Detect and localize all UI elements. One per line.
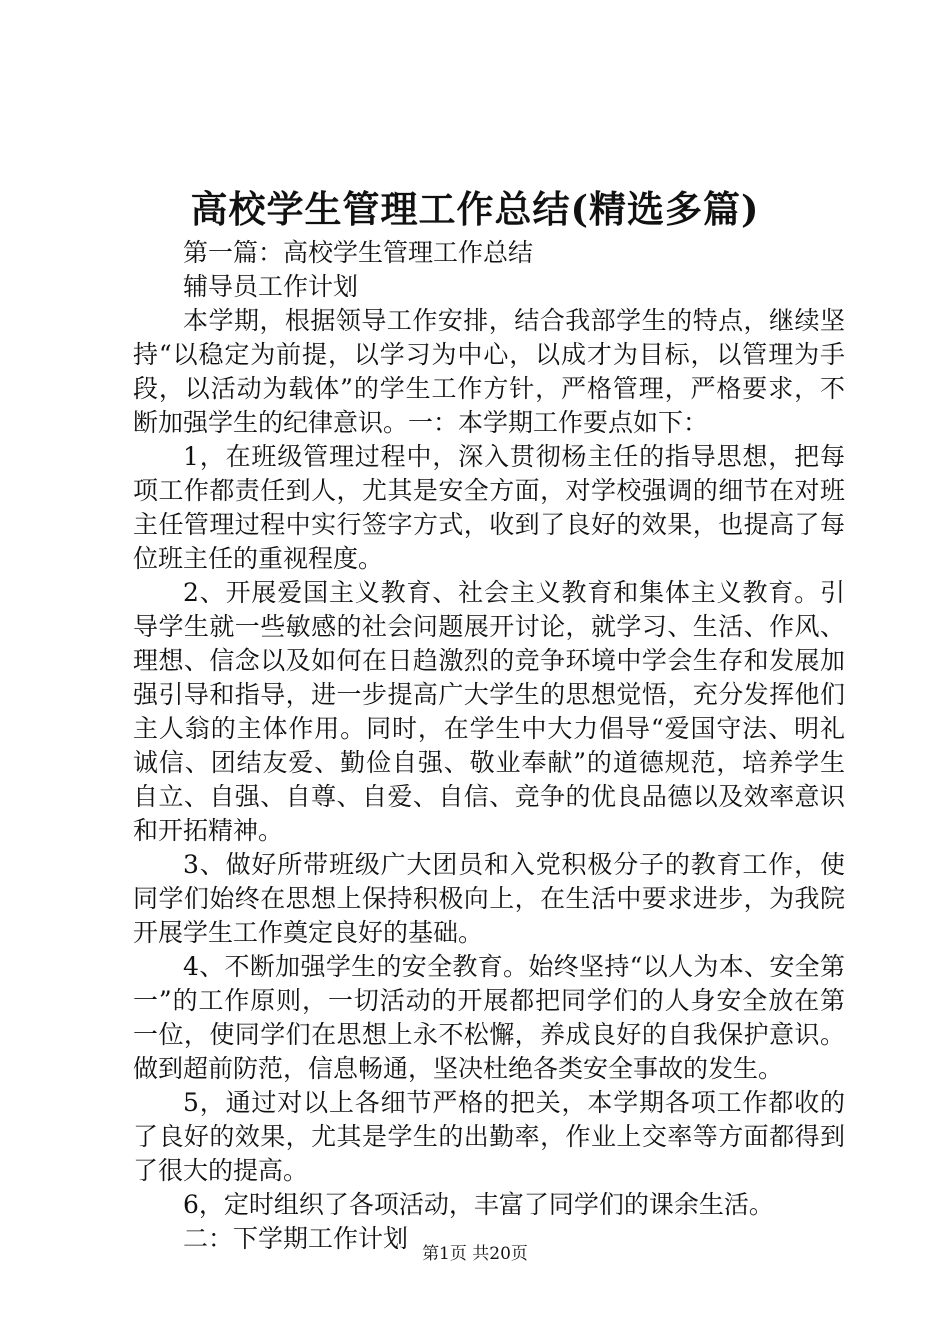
page-footer: 第1页 共20页 <box>422 1244 528 1264</box>
paragraph-item-5: 5，通过对以上各细节严格的把关，本学期各项工作都收的了良好的效果，尤其是学生的出勤率，作业上交率等方面都得到了很大的提高。 <box>133 1088 845 1185</box>
paragraph-next-plan-heading: 二：下学期工作计划 <box>183 1224 409 1253</box>
paragraph-subheading: 辅导员工作计划 <box>183 272 359 301</box>
paragraph-item-3: 3、做好所带班级广大团员和入党积极分子的教育工作，使同学们始终在思想上保持积极向上，在生活中要求进步，为我院开展学生工作奠定良好的基础。 <box>133 850 845 947</box>
paragraph-item-4: 4、不断加强学生的安全教育。始终坚持“以人为本、安全第一”的工作原则，一切活动的开展都把同学们的人身安全放在第一位，使同学们在思想上永不松懈，养成良好的自我保护意识。做到超前防范，信息畅通，坚决杜绝各类安全事故的发生。 <box>133 952 845 1083</box>
document-title: 高校学生管理工作总结(精选多篇) <box>190 187 760 231</box>
paragraph-item-1: 1，在班级管理过程中，深入贯彻杨主任的指导思想，把每项工作都责任到人，尤其是安全方面，对学校强调的细节在对班主任管理过程中实行签字方式，收到了良好的效果，也提高了每位班主任的重视程度。 <box>133 442 845 573</box>
paragraph-intro: 本学期，根据领导工作安排，结合我部学生的特点，继续坚持“以稳定为前提，以学习为中心，以成才为目标，以管理为手段，以活动为载体”的学生工作方针，严格管理，严格要求，不断加强学生的纪律意识。一：本学期工作要点如下： <box>133 306 845 437</box>
paragraph-section-heading: 第一篇：高校学生管理工作总结 <box>183 238 534 267</box>
paragraph-item-2: 2、开展爱国主义教育、社会主义教育和集体主义教育。引导学生就一些敏感的社会问题展开讨论，就学习、生活、作风、理想、信念以及如何在日趋激烈的竞争环境中学会生存和发展加强引导和指导，进一步提高广大学生的思想觉悟，充分发挥他们主人翁的主体作用。同时，在学生中大力倡导“爱国守法、明礼诚信、团结友爱、勤俭自强、敬业奉献”的道德规范，培养学生自立、自强、自尊、自爱、自信、竞争的优良品德以及效率意识和开拓精神。 <box>133 578 845 845</box>
document-body <box>133 236 845 1256</box>
paragraph-item-6: 6，定时组织了各项活动，丰富了同学们的课余生活。 <box>183 1190 774 1219</box>
